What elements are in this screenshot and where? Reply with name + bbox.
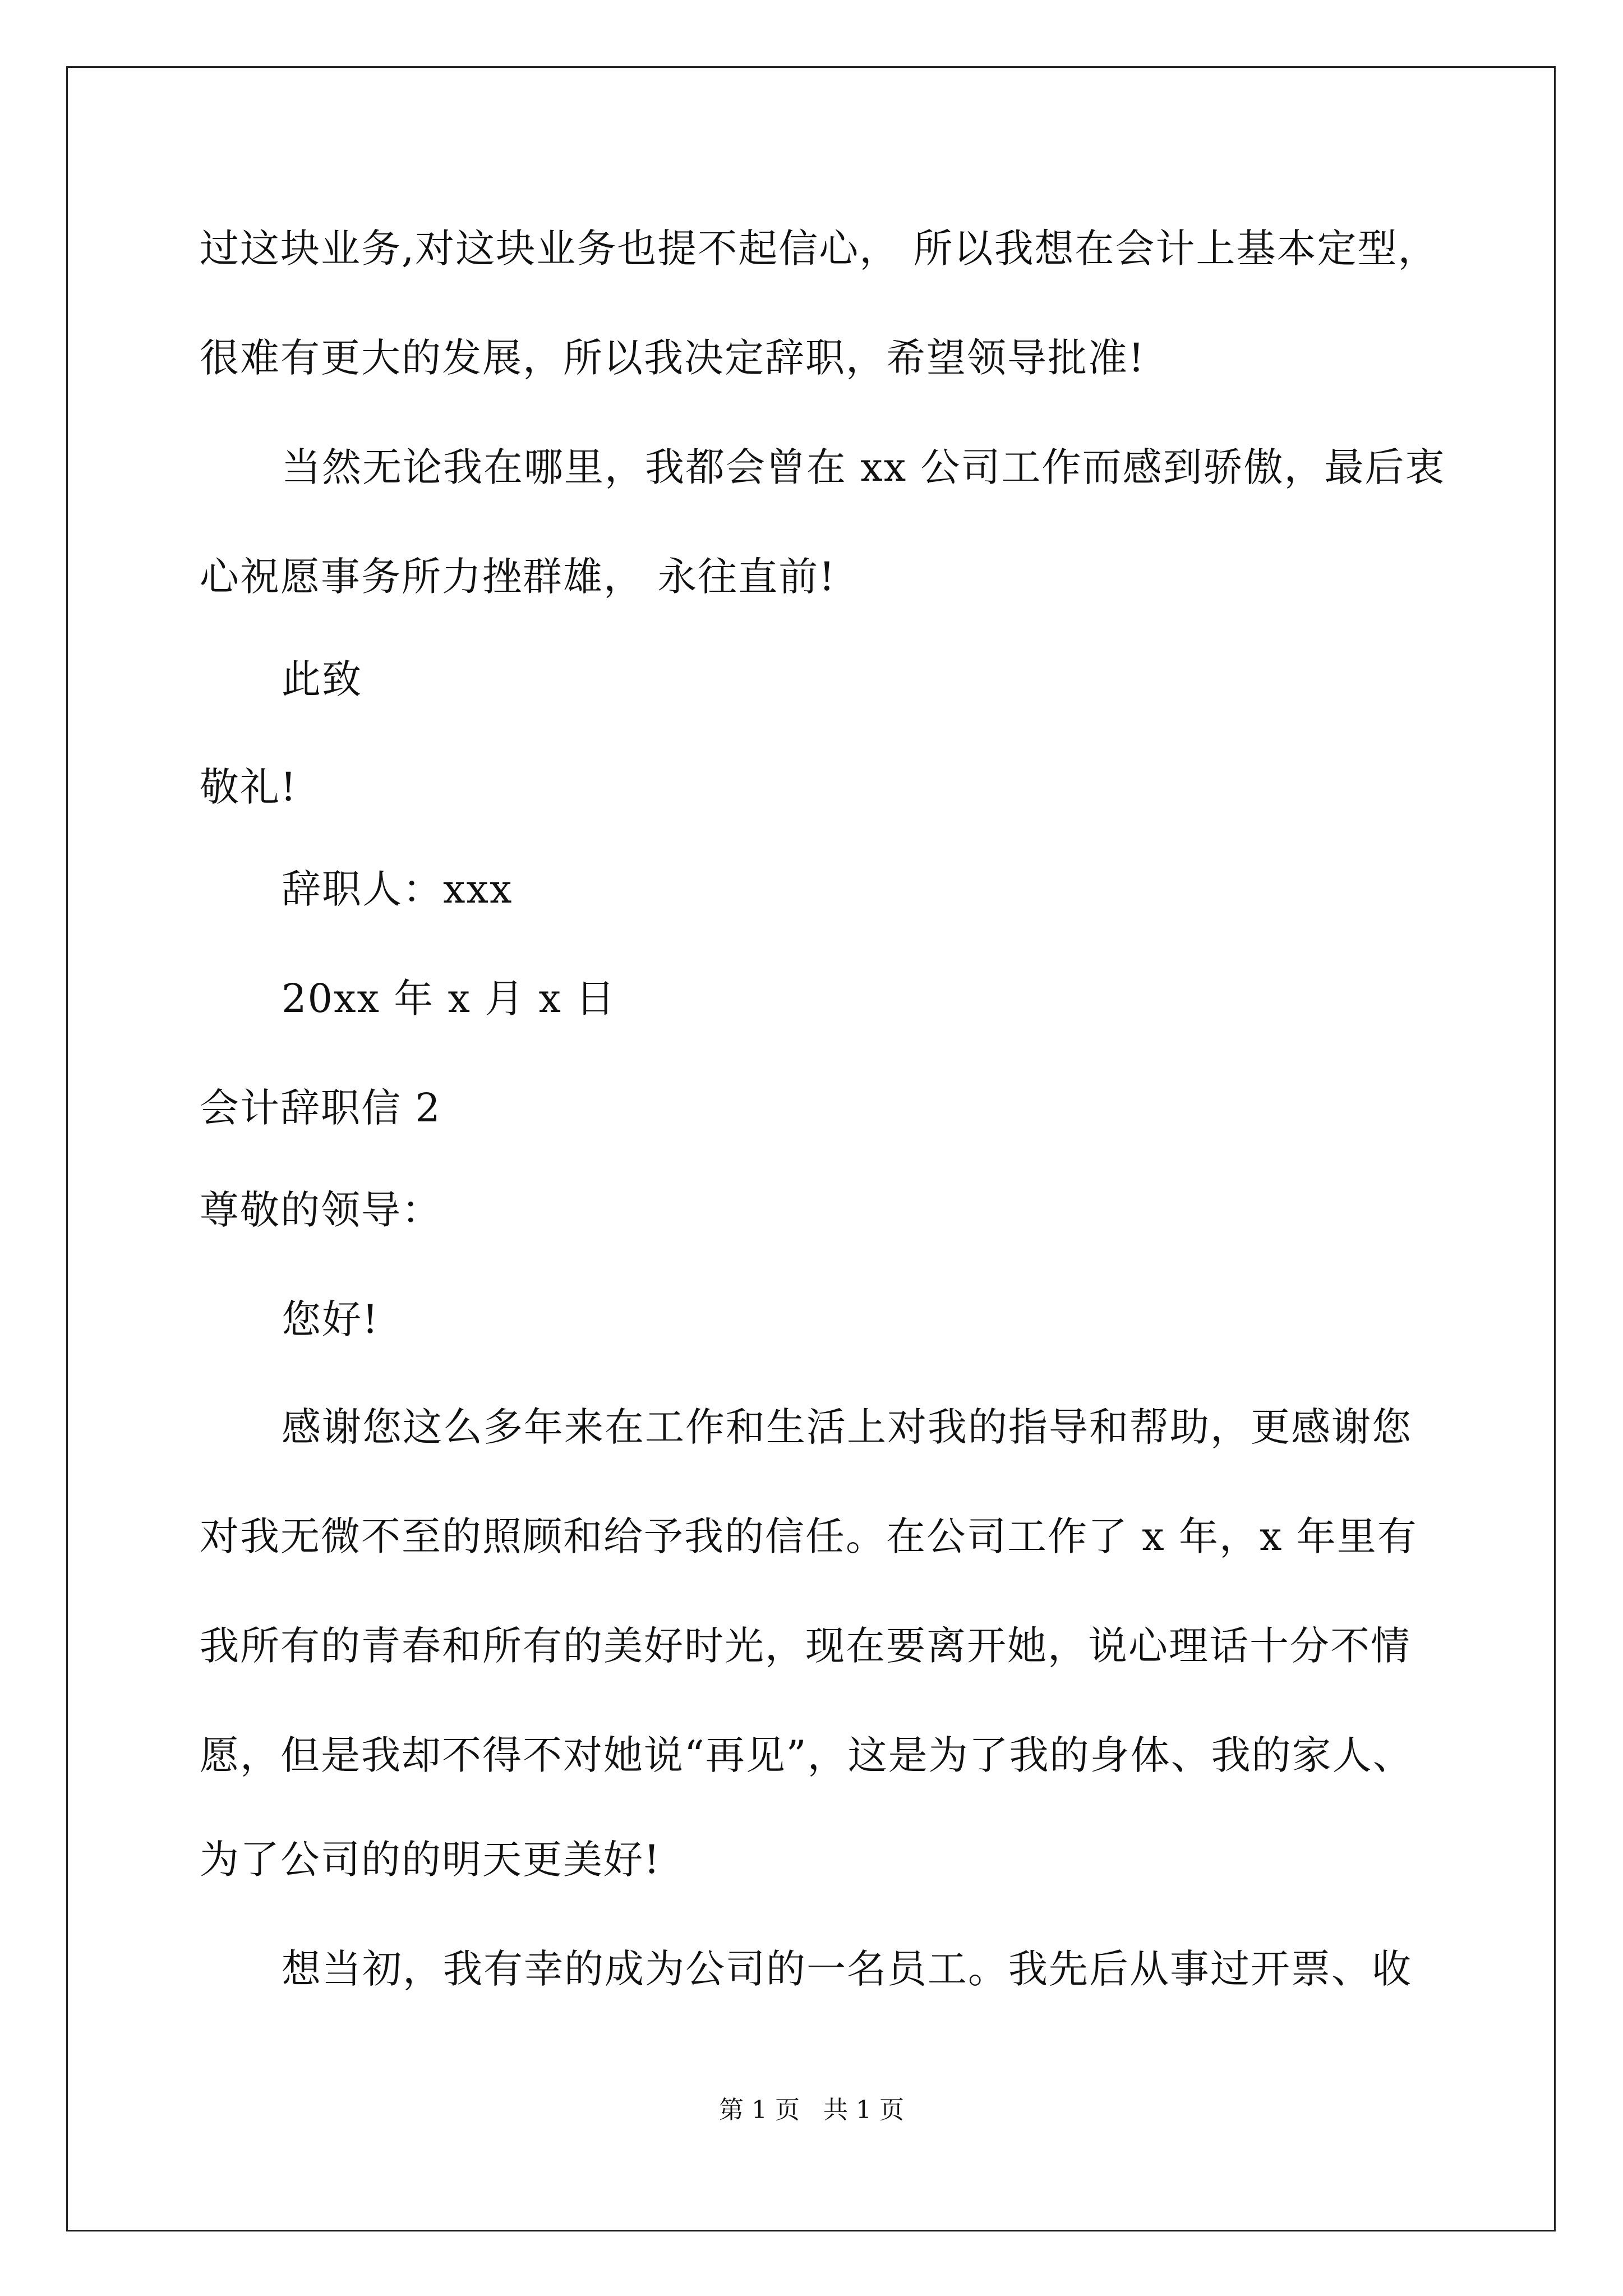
paragraph-line: 愿，但是我却不得不对她说“再见”，这是为了我的身体、我的家人、 <box>200 1732 1413 1778</box>
section-heading: 会计辞职信 2 <box>200 1085 441 1131</box>
closing-salutation: 此致 <box>282 656 362 702</box>
page-border <box>66 66 1556 2231</box>
paragraph-line: 心祝愿事务所力挫群雄， 永往直前! <box>200 554 836 600</box>
paragraph-line: 我所有的青春和所有的美好时光，现在要离开她，说心理话十分不情 <box>200 1623 1411 1669</box>
page-footer: 第 1 页 共 1 页 <box>719 2096 904 2124</box>
paragraph-line: 感谢您这么多年来在工作和生活上对我的指导和帮助，更感谢您 <box>282 1404 1412 1450</box>
letter-date: 20xx 年 x 月 x 日 <box>282 976 616 1022</box>
signatory: 辞职人：xxx <box>282 866 513 912</box>
letter-salutation: 尊敬的领导： <box>200 1187 442 1233</box>
greeting: 您好! <box>282 1296 380 1342</box>
paragraph-line: 当然无论我在哪里，我都会曾在 xx 公司工作而感到骄傲，最后衷 <box>282 444 1446 490</box>
paragraph-line: 对我无微不至的照顾和给予我的信任。在公司工作了 x 年，x 年里有 <box>200 1513 1418 1559</box>
paragraph-line: 想当初，我有幸的成为公司的一名员工。我先后从事过开票、收 <box>282 1946 1412 1992</box>
paragraph-line: 过这块业务,对这块业务也提不起信心， 所以我想在会计上基本定型， <box>200 226 1438 272</box>
paragraph-line: 很难有更大的发展，所以我决定辞职，希望领导批准! <box>200 335 1146 381</box>
closing-regards: 敬礼! <box>200 764 298 810</box>
paragraph-line: 为了公司的的明天更美好! <box>200 1837 661 1883</box>
